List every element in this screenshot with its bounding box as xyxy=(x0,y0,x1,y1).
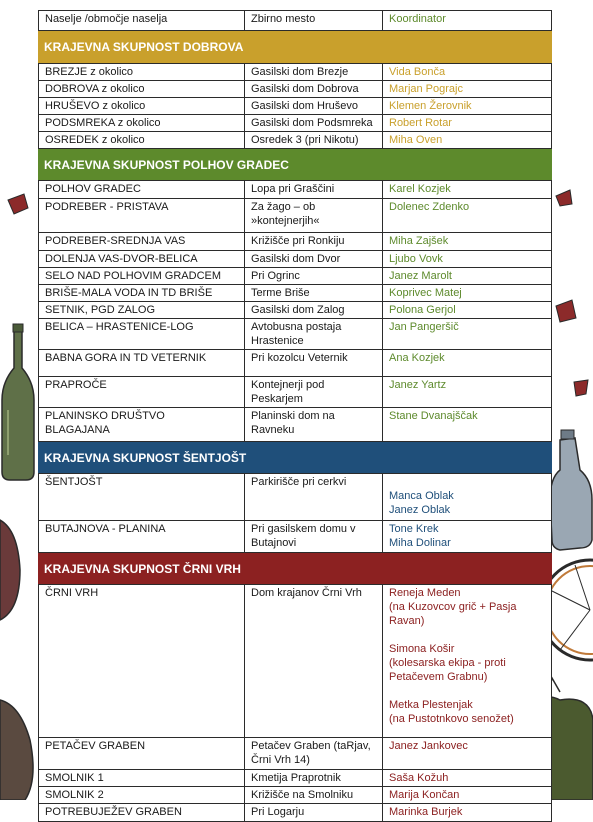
collection-point-cell: Petačev Graben (taRjav, Črni Vrh 14) xyxy=(244,738,382,769)
coordinator-cell: Marjan Pograjc xyxy=(382,81,552,97)
coordinator-cell: Marinka Burjek xyxy=(382,804,552,821)
collection-point-cell: Križišče pri Ronkiju xyxy=(244,233,382,250)
settlement-cell: ČRNI VRH xyxy=(38,585,244,737)
table-row xyxy=(38,268,552,285)
coordinator-cell: Ana Kozjek xyxy=(382,350,552,376)
settlement-cell: BUTAJNOVA - PLANINA xyxy=(38,521,244,552)
coordinator-cell: Reneja Meden (na Kuzovcov grič + Pasja Ravan) Simona Košir (kolesarska ekipa - proti Petačevem Grabnu) Metka Plestenjak (na Pustotnkovo senožet) xyxy=(382,585,552,737)
coordinator-cell: Polona Gerjol xyxy=(382,302,552,318)
collection-point-cell: Gasilski dom Brezje xyxy=(244,64,382,80)
settlement-cell: SMOLNIK 1 xyxy=(38,770,244,786)
collection-point-cell: Pri Ogrinc xyxy=(244,268,382,284)
collection-point-cell: Terme Briše xyxy=(244,285,382,301)
coordinator-cell: Tone Krek Miha Dolinar xyxy=(382,521,552,552)
coordinator-cell: Stane Dvanajščak xyxy=(382,408,552,441)
section-title: KRAJEVNA SKUPNOST ŠENTJOŠT xyxy=(38,442,552,474)
table-row xyxy=(38,319,552,350)
settlement-cell: PODSMREKA z okolico xyxy=(38,115,244,131)
collection-point-cell: Križišče na Smolniku xyxy=(244,787,382,803)
coordinator-cell: Dolenec Zdenko xyxy=(382,199,552,232)
table-row xyxy=(38,804,552,822)
coordinator-cell: Miha Zajšek xyxy=(382,233,552,250)
table-row xyxy=(38,738,552,770)
table-row xyxy=(38,585,552,738)
coordinator-cell: Jan Pangeršič xyxy=(382,319,552,349)
collection-point-cell: Osredek 3 (pri Nikotu) xyxy=(244,132,382,148)
table-row xyxy=(38,350,552,377)
settlement-cell: PRAPROČE xyxy=(38,377,244,407)
collection-point-cell: Parkirišče pri cerkvi xyxy=(244,474,382,520)
header-collection-point: Zbirno mesto xyxy=(244,11,382,30)
coordinator-cell: Miha Oven xyxy=(382,132,552,148)
collection-point-cell: Dom krajanov Črni Vrh xyxy=(244,585,382,737)
table-row xyxy=(38,199,552,233)
coordinator-cell: Janez Jankovec xyxy=(382,738,552,769)
coordinator-cell: Vida Bonča xyxy=(382,64,552,80)
coordinator-cell: Karel Kozjek xyxy=(382,181,552,198)
collection-point-cell: Kmetija Praprotnik xyxy=(244,770,382,786)
collection-point-cell: Za žago – ob »kontejnerjih« xyxy=(244,199,382,232)
collection-point-cell: Pri Logarju xyxy=(244,804,382,821)
table-row xyxy=(38,377,552,408)
settlement-cell: BRIŠE-MALA VODA IN TD BRIŠE xyxy=(38,285,244,301)
settlement-cell: DOLENJA VAS-DVOR-BELICA xyxy=(38,251,244,267)
settlement-cell: ŠENTJOŠT xyxy=(38,474,244,520)
table-row xyxy=(38,98,552,115)
settlement-cell: PODREBER - PRISTAVA xyxy=(38,199,244,232)
settlement-cell: PETAČEV GRABEN xyxy=(38,738,244,769)
settlement-cell: SETNIK, PGD ZALOG xyxy=(38,302,244,318)
collection-point-cell: Gasilski dom Dobrova xyxy=(244,81,382,97)
table-row xyxy=(38,81,552,98)
table-row xyxy=(38,787,552,804)
collection-point-cell: Pri gasilskem domu v Butajnovi xyxy=(244,521,382,552)
collection-point-cell: Kontejnerji pod Peskarjem xyxy=(244,377,382,407)
section-title: KRAJEVNA SKUPNOST ČRNI VRH xyxy=(38,553,552,585)
collection-point-cell: Lopa pri Graščini xyxy=(244,181,382,198)
settlement-cell: BELICA – HRASTENICE-LOG xyxy=(38,319,244,349)
table-row xyxy=(38,408,552,442)
settlement-cell: PODREBER-SREDNJA VAS xyxy=(38,233,244,250)
table-row xyxy=(38,521,552,553)
collection-point-cell: Gasilski dom Hruševo xyxy=(244,98,382,114)
table-row xyxy=(38,181,552,199)
settlement-cell: SMOLNIK 2 xyxy=(38,787,244,803)
collection-point-cell: Gasilski dom Zalog xyxy=(244,302,382,318)
settlement-cell: SELO NAD POLHOVIM GRADCEM xyxy=(38,268,244,284)
plastic-bottle-illustration xyxy=(550,430,592,550)
header-settlement: Naselje /območje naselja xyxy=(38,11,244,30)
collection-point-cell: Planinski dom na Ravneku xyxy=(244,408,382,441)
settlement-cell: PLANINSKO DRUŠTVO BLAGAJANA xyxy=(38,408,244,441)
table-row xyxy=(38,302,552,319)
table-row xyxy=(38,233,552,251)
settlement-cell: DOBROVA z okolico xyxy=(38,81,244,97)
section-title: KRAJEVNA SKUPNOST POLHOV GRADEC xyxy=(38,149,552,181)
coordinator-cell: Robert Rotar xyxy=(382,115,552,131)
bottle-illustration xyxy=(2,324,34,480)
coordinator-cell: Janez Marolt xyxy=(382,268,552,284)
collection-point-cell: Gasilski dom Podsmreka xyxy=(244,115,382,131)
coordinator-cell: Ljubo Vovk xyxy=(382,251,552,267)
settlement-cell: HRUŠEVO z okolico xyxy=(38,98,244,114)
settlement-cell: POLHOV GRADEC xyxy=(38,181,244,198)
table-row xyxy=(38,251,552,268)
table-row xyxy=(38,770,552,787)
table-row xyxy=(38,115,552,132)
table-row xyxy=(38,285,552,302)
table-row xyxy=(38,474,552,521)
coordinator-cell: Janez Yartz xyxy=(382,377,552,407)
header-coordinator: Koordinator xyxy=(382,11,552,30)
collection-point-cell: Pri kozolcu Veternik xyxy=(244,350,382,376)
section-title: KRAJEVNA SKUPNOST DOBROVA xyxy=(38,31,552,64)
table-header-row xyxy=(38,10,552,31)
coordinator-cell: Koprivec Matej xyxy=(382,285,552,301)
coordinator-cell: Marija Končan xyxy=(382,787,552,803)
collection-point-cell: Gasilski dom Dvor xyxy=(244,251,382,267)
table-row xyxy=(38,64,552,81)
settlement-cell: POTREBUJEŽEV GRABEN xyxy=(38,804,244,821)
coordinator-cell: Klemen Žerovnik xyxy=(382,98,552,114)
collection-points-table xyxy=(38,10,552,822)
settlement-cell: OSREDEK z okolico xyxy=(38,132,244,148)
table-row xyxy=(38,132,552,149)
collection-point-cell: Avtobusna postaja Hrastenice xyxy=(244,319,382,349)
coordinator-cell: Manca Oblak Janez Oblak xyxy=(382,474,552,520)
coordinator-cell: Saša Kožuh xyxy=(382,770,552,786)
settlement-cell: BREZJE z okolico xyxy=(38,64,244,80)
settlement-cell: BABNA GORA IN TD VETERNIK xyxy=(38,350,244,376)
